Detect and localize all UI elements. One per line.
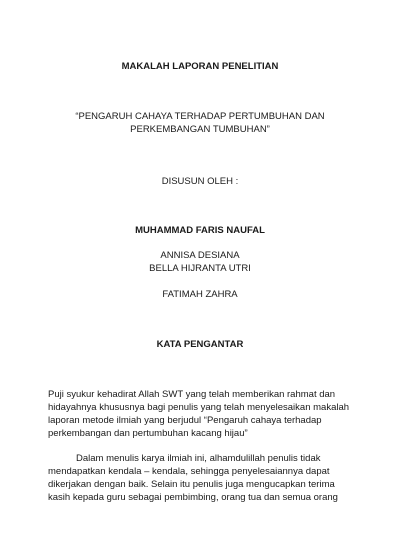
author-bella: BELLA HIJRANTA UTRI xyxy=(149,263,251,274)
paragraph-1 xyxy=(48,388,348,440)
paragraph-2-line: Dalam menulis karya ilmiah ini, alhamdulillah penulis tidak xyxy=(76,453,321,464)
author-fatimah: FATIMAH ZAHRA xyxy=(162,289,238,300)
paragraph-1-line: Puji syukur kehadirat Allah SWT yang telah memberikan rahmat dan xyxy=(48,389,336,400)
author-annisa: ANNISA DESIANA xyxy=(160,250,240,261)
paragraph-1-line: laporan metode ilmiah yang berjudul “Pengaruh cahaya terhadap xyxy=(48,415,322,426)
paragraph-2-line: kasih kepada guru sebagai pembimbing, orang tua dan semua orang xyxy=(48,492,338,503)
paragraph-2 xyxy=(48,452,348,504)
section-heading: KATA PENGANTAR xyxy=(156,339,244,350)
research-title xyxy=(0,110,400,136)
compiled-by-label: DISUSUN OLEH : xyxy=(161,176,239,187)
lead-author: MUHAMMAD FARIS NAUFAL xyxy=(135,225,265,236)
paragraph-2-line: dikerjakan dengan baik. Selain itu penulis juga mengucapkan terima xyxy=(48,479,335,490)
author-list xyxy=(0,249,400,275)
document-title: MAKALAH LAPORAN PENELITIAN xyxy=(121,61,279,72)
research-title-line-2: PERKEMBANGAN TUMBUHAN” xyxy=(130,124,270,135)
paragraph-1-line: perkembangan dan pertumbuhan kacang hijau” xyxy=(48,428,248,439)
paragraph-1-line: hidayahnya khususnya bagi penulis yang telah menyelesaikan makalah xyxy=(48,402,350,413)
paragraph-2-line: mendapatkan kendala – kendala, sehingga penyelesaiannya dapat xyxy=(48,466,330,477)
research-title-line-1: “PENGARUH CAHAYA TERHADAP PERTUMBUHAN DAN xyxy=(75,111,325,122)
